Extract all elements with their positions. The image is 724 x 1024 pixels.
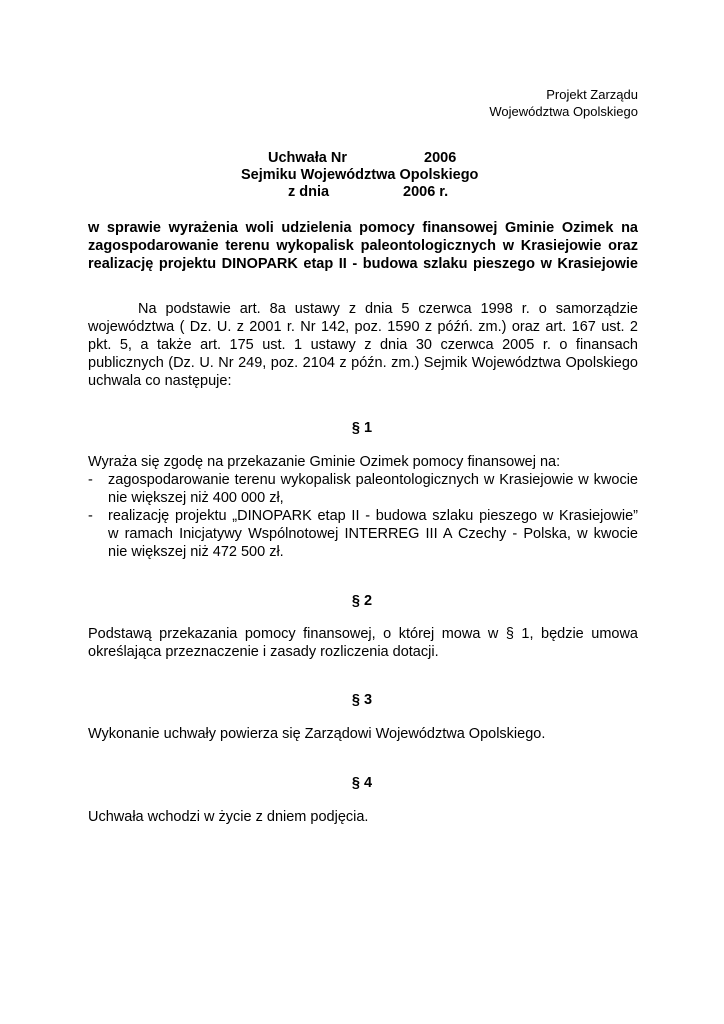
subject-line: zagospodarowanie terenu wykopalisk paleontologicznych w Krasiejowie oraz (88, 238, 638, 254)
list-item-line: nie większej niż 472 500 zł. (108, 544, 284, 560)
list-item (88, 507, 638, 561)
list-dash: - (88, 508, 93, 524)
section-2-sign: § 2 (351, 593, 373, 609)
resolution-subject (88, 219, 638, 273)
date-year: 2006 r. (403, 184, 449, 200)
list-item-line: realizację projektu „DINOPARK etap II - budowa szlaku pieszego w Krasiejowie” (108, 508, 638, 524)
resolution-number-year: 2006 (424, 150, 457, 166)
section-3-sign: § 3 (351, 692, 373, 708)
preamble-line: województwa ( Dz. U. z 2001 r. Nr 142, poz. 1590 z późń. zm.) oraz art. 167 ust. 2 (88, 319, 638, 335)
preamble-line: publicznych (Dz. U. Nr 249, poz. 2104 z późn. zm.) Sejmik Województwa Opolskiego (88, 355, 638, 371)
section-2-line: określająca przeznaczenie i zasady rozliczenia dotacji. (88, 644, 439, 660)
list-item-line: w ramach Inicjatywy Wspólnotowej INTERREG III A Czechy - Polska, w kwocie (108, 526, 638, 542)
section-4-body (88, 808, 638, 826)
section-4-sign: § 4 (351, 775, 373, 791)
legal-basis-preamble (88, 300, 638, 390)
section-1-intro: Wyraża się zgodę na przekazanie Gminie Ozimek pomocy finansowej na: (88, 454, 561, 470)
preamble-line: Na podstawie art. 8a ustawy z dnia 5 czerwca 1998 r. o samorządzie (138, 301, 638, 317)
preamble-line: uchwala co następuje: (88, 373, 232, 389)
section-1-sign: § 1 (351, 420, 373, 436)
section-2-line: Podstawą przekazania pomocy finansowej, o której mowa w § 1, będzie umowa (88, 626, 638, 642)
list-item (88, 471, 638, 507)
header-line-1: Projekt Zarządu (546, 87, 638, 102)
subject-line: w sprawie wyrażenia woli udzielenia pomocy finansowej Gminie Ozimek na (88, 220, 638, 236)
issuing-body: Sejmiku Województwa Opolskiego (241, 167, 479, 183)
section-1-body (88, 453, 638, 561)
subject-line: realizację projektu DINOPARK etap II - budowa szlaku pieszego w Krasiejowie (88, 256, 638, 272)
section-4-text: Uchwała wchodzi w życie z dniem podjęcia. (88, 809, 369, 825)
header-line-2: Województwa Opolskiego (489, 104, 638, 119)
section-3-body (88, 725, 638, 743)
date-label: z dnia (288, 184, 330, 200)
resolution-number-label: Uchwała Nr (268, 150, 347, 166)
aid-purpose-list (88, 471, 638, 561)
list-dash: - (88, 472, 93, 488)
section-2-body (88, 625, 638, 661)
preamble-line: pkt. 5, a także art. 175 ust. 1 ustawy z dnia 30 czerwca 2005 r. o finansach (88, 337, 638, 353)
draft-header (489, 86, 638, 120)
section-3-text: Wykonanie uchwały powierza się Zarządowi Województwa Opolskiego. (88, 726, 546, 742)
resolution-title (0, 150, 724, 201)
list-item-line: zagospodarowanie terenu wykopalisk paleontologicznych w Krasiejowie w kwocie (108, 472, 638, 488)
list-item-line: nie większej niż 400 000 zł, (108, 490, 284, 506)
